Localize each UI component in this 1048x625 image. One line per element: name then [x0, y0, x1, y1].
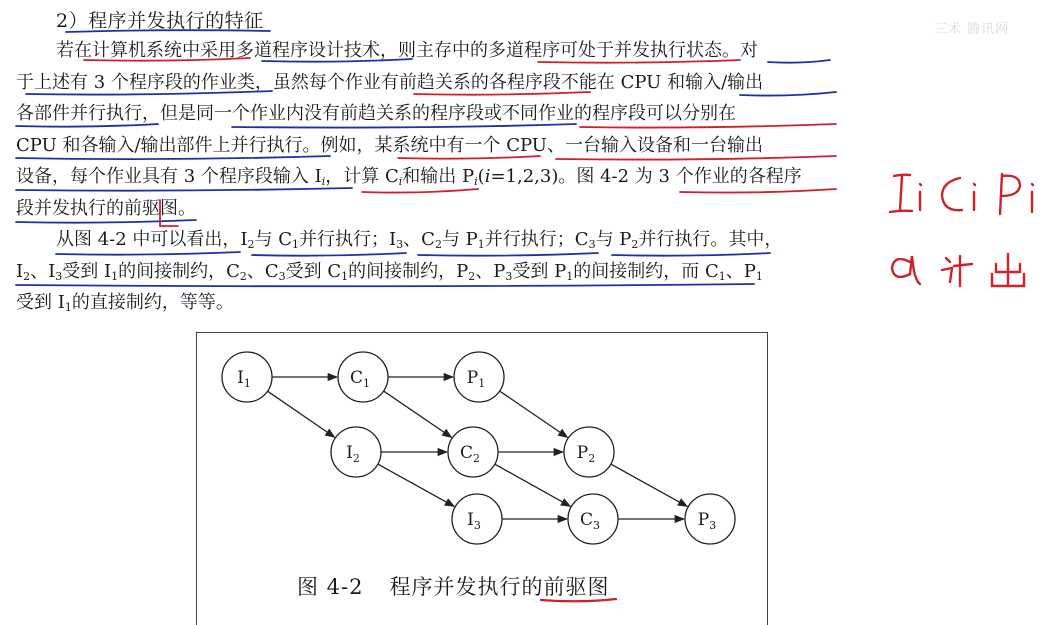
node-label-I1: $I_1$ — [237, 368, 251, 390]
edge-P2-P3 — [611, 464, 687, 506]
figure-caption — [297, 571, 610, 601]
underline-l6 — [16, 220, 196, 223]
node-I1 — [222, 352, 272, 402]
underline-l1c — [538, 60, 740, 63]
underline-l2c — [740, 92, 836, 96]
edge-P1-P2 — [500, 391, 568, 437]
underline-l1d — [768, 60, 830, 63]
node-C3 — [568, 494, 618, 544]
node-label-C3: $C_3$ — [579, 510, 601, 532]
underline-l4a — [16, 156, 330, 159]
figure-caption-number: 图 4-2 — [297, 575, 364, 599]
node-P2 — [564, 427, 614, 477]
figure-caption-text: 程序并发执行的前驱图 — [389, 575, 610, 599]
node-C1 — [338, 352, 388, 402]
underline-l3a — [16, 124, 158, 127]
underline-l1b — [262, 59, 412, 62]
underline-l3c — [580, 124, 836, 128]
underline-p2b — [252, 253, 406, 256]
edge-I1-I2 — [268, 391, 335, 437]
node-label-P2: $P_2$ — [576, 443, 596, 465]
paragraph-2-line-3: 受到 $I_1$的直接制约，等等。 — [16, 292, 234, 314]
node-P3 — [685, 494, 735, 544]
handwritten-notes — [880, 160, 1048, 300]
underline-l1a — [84, 58, 250, 61]
edge-C1-C2 — [384, 391, 452, 437]
node-label-I2: $I_2$ — [346, 443, 360, 465]
node-label-C2: $C_2$ — [459, 443, 481, 465]
node-C2 — [448, 427, 498, 477]
node-label-I3: $I_3$ — [467, 510, 481, 532]
section-heading: 2）程序并发执行的特征 — [56, 10, 264, 32]
watermark: 三术 腾讯网 — [934, 22, 1010, 37]
paragraph-1-line-6: 段并发执行的前驱图。 — [16, 197, 196, 219]
underline-l2a — [26, 91, 272, 95]
paragraph-1-line-1: 若在计算机系统中采用多道程序设计技术，则主存中的多道程序可处于并发执行状态。对 — [56, 40, 758, 61]
underline-heading — [66, 30, 270, 32]
edge-I2-I3 — [378, 464, 454, 506]
underline-l4b — [398, 156, 540, 159]
paragraph-1-line-3: 各部件并行执行，但是同一个作业内没有前趋关系的程序段或不同作业的程序段可以分别在 — [16, 103, 736, 124]
underline-p2c — [418, 253, 598, 256]
underline-l3b — [232, 124, 576, 128]
paragraph-1-line-2: 于上述有 3 个程序段的作业类，虽然每个作业有前趋关系的各程序段不能在 CPU 和输入/输出 — [16, 71, 764, 93]
precedence-graph — [197, 333, 767, 563]
node-I2 — [331, 427, 381, 477]
node-label-C1: $C_1$ — [349, 368, 371, 390]
underline-p2e — [16, 284, 754, 286]
edge-C2-C3 — [495, 464, 570, 506]
node-I3 — [452, 494, 502, 544]
underline-l5a — [16, 188, 352, 191]
underline-l4c — [556, 156, 836, 160]
underline-l2b — [414, 92, 590, 95]
underline-p2a — [56, 252, 240, 255]
paragraph-2-line-1: 从图 4-2 中可以看出，$I_2$与 $C_1$并行执行；$I_3$、$C_2$与 $P_1$并行执行；$C_3$与 $P_2$并行执行。其中， — [56, 229, 783, 251]
paragraph-1-line-4: CPU 和各输入/输出部件上并行执行。例如，某系统中有一个 CPU、一台输入设备和一台输出 — [16, 134, 763, 156]
node-label-P3: $P_3$ — [697, 510, 717, 532]
figure-frame — [196, 332, 768, 625]
node-P1 — [454, 352, 504, 402]
paragraph-2-line-2: $I_2$、$I_3$受到 $I_1$的间接制约，$C_2$、$C_3$受到 $C_1$的间接制约，$P_2$、$P_3$受到 $P_1$的间接制约，而 $C_1$、$P_1$ — [16, 260, 763, 283]
handwriting-drawing — [880, 160, 1048, 300]
underline-l5b — [362, 189, 478, 193]
underline-p2d — [612, 253, 770, 256]
underline-l5c — [680, 189, 836, 193]
node-label-P1: $P_1$ — [466, 368, 486, 390]
graph-nodes — [222, 352, 735, 544]
paragraph-1-line-5: 设备，每个作业具有 3 个程序段输入 $I_i$，计算 $C_i$和输出 $P_i(i=1,2,3)$。图 4-2 为 3 个作业的各程序 — [16, 166, 802, 188]
